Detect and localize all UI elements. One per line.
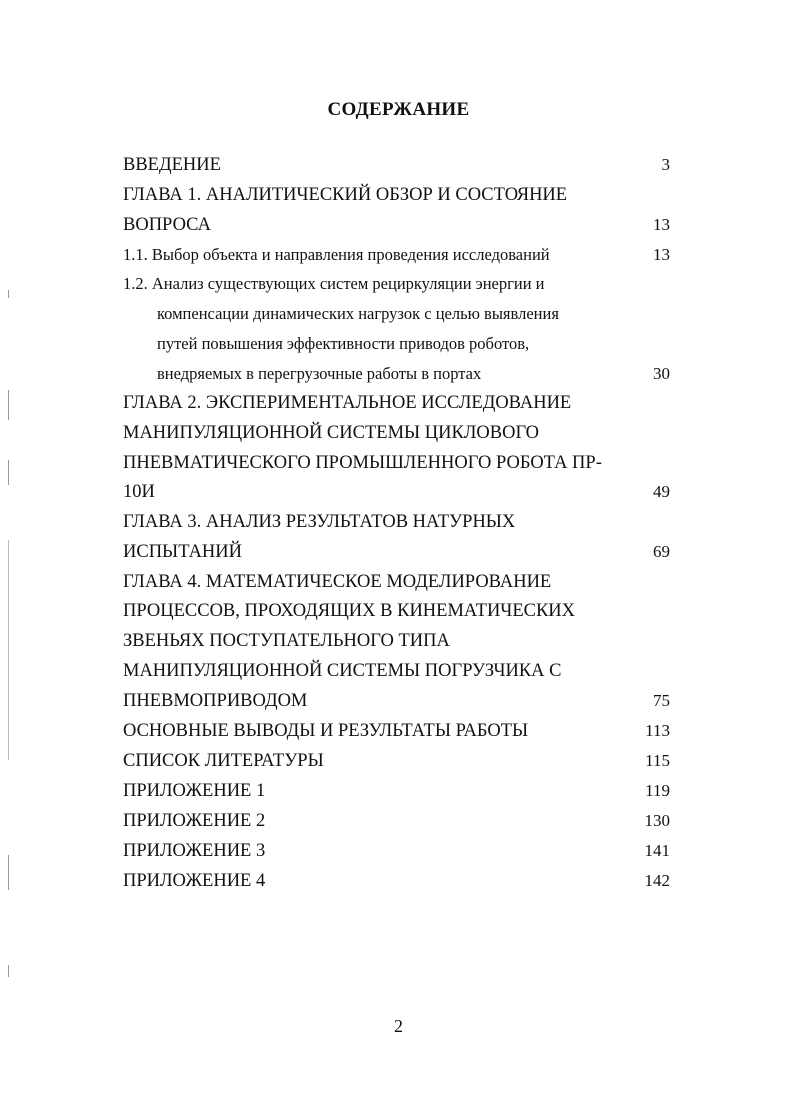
toc-page-number: 113 [645,721,670,740]
toc-entry-references: СПИСОК ЛИТЕРАТУРЫ [123,751,324,771]
toc-page-number: 30 [653,364,670,383]
toc-page-number: 142 [644,871,670,890]
toc-entry-chapter-4-cont: ПНЕВМОПРИВОДОМ [123,691,308,711]
toc-entry-chapter-2-cont: 10И [123,482,155,502]
toc-page-number: 13 [653,215,670,234]
scan-artifact [8,855,9,890]
toc-entry-appendix-4: ПРИЛОЖЕНИЕ 4 [123,871,266,891]
toc-page-number: 3 [661,155,670,174]
scan-artifact [8,290,9,298]
toc-entry-chapter-2: ГЛАВА 2. ЭКСПЕРИМЕНТАЛЬНОЕ ИССЛЕДОВАНИЕ [123,393,572,413]
toc-entry-chapter-1-cont: ВОПРОСА [123,215,211,235]
toc-entry-chapter-2-cont: ПНЕВМАТИЧЕСКОГО ПРОМЫШЛЕННОГО РОБОТА ПР- [123,453,602,473]
document-title: СОДЕРЖАНИЕ [327,99,470,120]
toc-entry-appendix-1: ПРИЛОЖЕНИЕ 1 [123,781,266,801]
toc-page-number: 69 [653,542,670,561]
toc-entry-section-1-2-cont: внедряемых в перегрузочные работы в портах [157,364,482,383]
toc-entry-chapter-4-cont: ПРОЦЕССОВ, ПРОХОДЯЩИХ В КИНЕМАТИЧЕСКИХ [123,601,576,621]
scan-artifact [8,390,9,420]
toc-entry-chapter-3-cont: ИСПЫТАНИЙ [123,542,243,562]
toc-page-number: 115 [645,751,670,770]
toc-page-number: 13 [653,245,670,264]
toc-entry-section-1-1: 1.1. Выбор объекта и направления проведения исследований [123,245,550,264]
toc-entry-section-1-2: 1.2. Анализ существующих систем рециркуляции энергии и [123,274,545,293]
toc-entry-chapter-4-cont: ЗВЕНЬЯХ ПОСТУПАТЕЛЬНОГО ТИПА [123,631,450,651]
toc-page-number: 141 [644,841,670,860]
scan-artifact [8,460,9,485]
toc-page-number: 119 [645,781,670,800]
scan-artifact [8,540,9,760]
toc-entry-chapter-1: ГЛАВА 1. АНАЛИТИЧЕСКИЙ ОБЗОР И СОСТОЯНИЕ [123,185,568,205]
toc-page-number: 49 [653,482,670,501]
toc-entry-appendix-2: ПРИЛОЖЕНИЕ 2 [123,811,266,831]
toc-entry-intro: ВВЕДЕНИЕ [123,155,221,175]
toc-entry-chapter-3: ГЛАВА 3. АНАЛИЗ РЕЗУЛЬТАТОВ НАТУРНЫХ [123,512,516,532]
toc-entry-chapter-4-cont: МАНИПУЛЯЦИОННОЙ СИСТЕМЫ ПОГРУЗЧИКА С [123,661,562,681]
toc-page-number: 75 [653,691,670,710]
toc-entry-section-1-2-cont: компенсации динамических нагрузок с целью выявления [157,304,559,323]
toc-entry-chapter-2-cont: МАНИПУЛЯЦИОННОЙ СИСТЕМЫ ЦИКЛОВОГО [123,423,540,443]
scan-artifact [8,965,9,977]
toc-entry-section-1-2-cont: путей повышения эффективности приводов роботов, [157,334,530,353]
toc-entry-conclusions: ОСНОВНЫЕ ВЫВОДЫ И РЕЗУЛЬТАТЫ РАБОТЫ [123,721,529,741]
page-number: 2 [394,1016,403,1036]
toc-entry-appendix-3: ПРИЛОЖЕНИЕ 3 [123,841,266,861]
toc-page-number: 130 [644,811,670,830]
toc-entry-chapter-4: ГЛАВА 4. МАТЕМАТИЧЕСКОЕ МОДЕЛИРОВАНИЕ [123,572,552,592]
